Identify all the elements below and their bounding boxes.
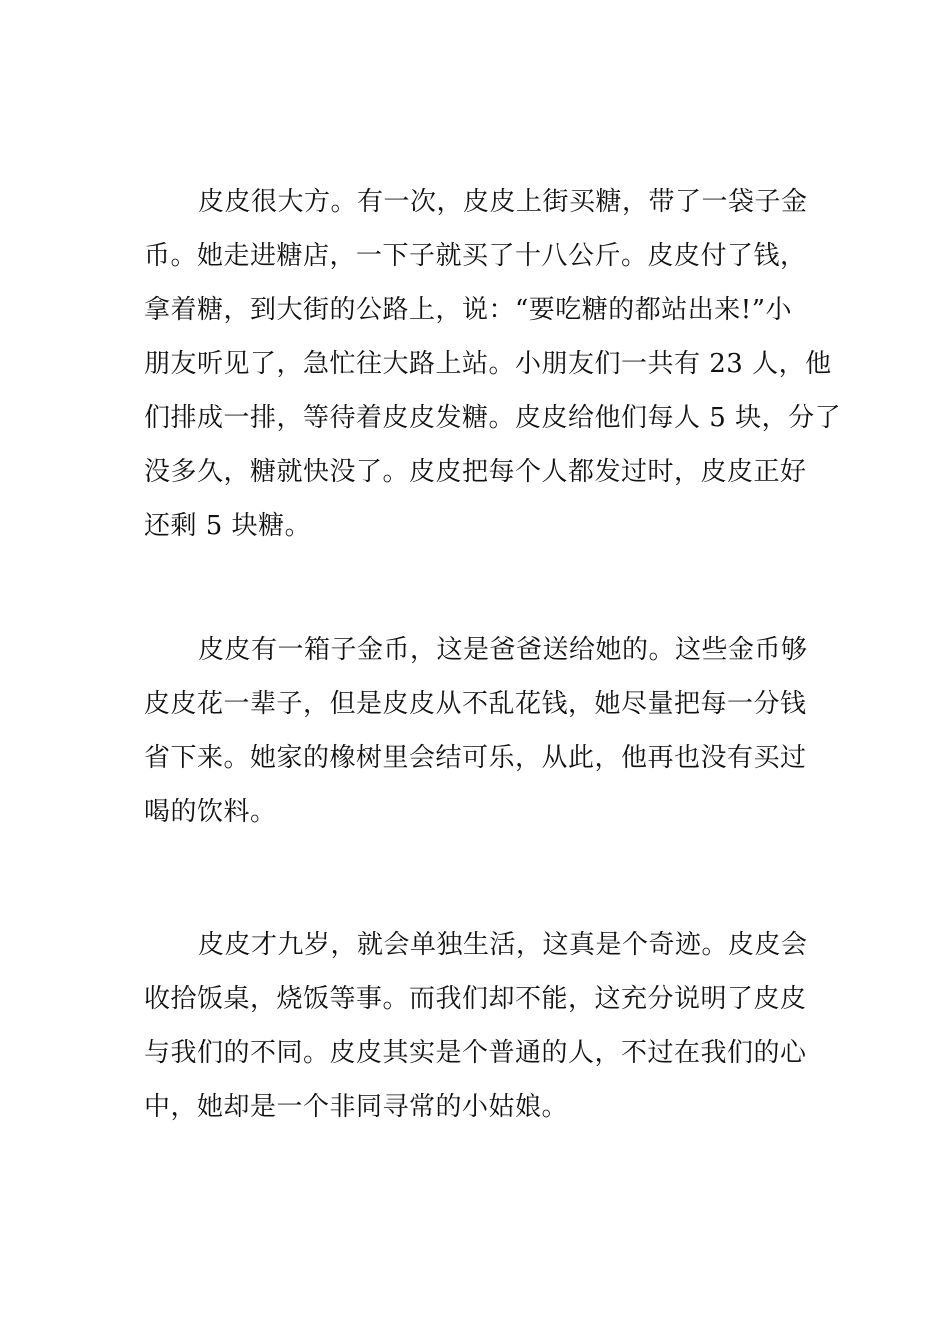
text-line: 币。她走进糖店，一下子就买了十八公斤。皮皮付了钱， bbox=[144, 241, 807, 271]
paragraph-generosity bbox=[144, 175, 842, 553]
text-line: 朋友听见了，急忙往大路上站。小朋友们一共有 23 人，他 bbox=[144, 349, 832, 379]
text-line: 省下来。她家的橡树里会结可乐，从此，他再也没有买过 bbox=[144, 743, 807, 773]
text-line: 收拾饭桌，烧饭等事。而我们却不能，这充分说明了皮皮 bbox=[144, 984, 807, 1014]
text-line: 与我们的不同。皮皮其实是个普通的人，不过在我们的心 bbox=[144, 1038, 807, 1068]
text-line: 皮皮很大方。有一次，皮皮上街买糖，带了一袋子金 bbox=[198, 187, 808, 217]
text-line: 中，她却是一个非同寻常的小姑娘。 bbox=[144, 1092, 569, 1122]
text-line: 喝的饮料。 bbox=[144, 797, 277, 827]
text-line: 还剩 5 块糖。 bbox=[144, 511, 312, 541]
text-line: 们排成一排，等待着皮皮发糖。皮皮给他们每人 5 块，分了 bbox=[144, 403, 842, 433]
text-line: 皮皮花一辈子，但是皮皮从不乱花钱，她尽量把每一分钱 bbox=[144, 689, 807, 719]
text-line: 拿着糖，到大街的公路上，说：“要吃糖的都站出来!”小 bbox=[144, 295, 793, 325]
text-line: 皮皮才九岁，就会单独生活，这真是个奇迹。皮皮会 bbox=[198, 930, 808, 960]
paragraph-gold-coins bbox=[144, 623, 808, 839]
text-line: 没多久，糖就快没了。皮皮把每个人都发过时，皮皮正好 bbox=[144, 457, 807, 487]
paragraph-independence bbox=[144, 918, 808, 1134]
text-line: 皮皮有一箱子金币，这是爸爸送给她的。这些金币够 bbox=[198, 635, 808, 665]
